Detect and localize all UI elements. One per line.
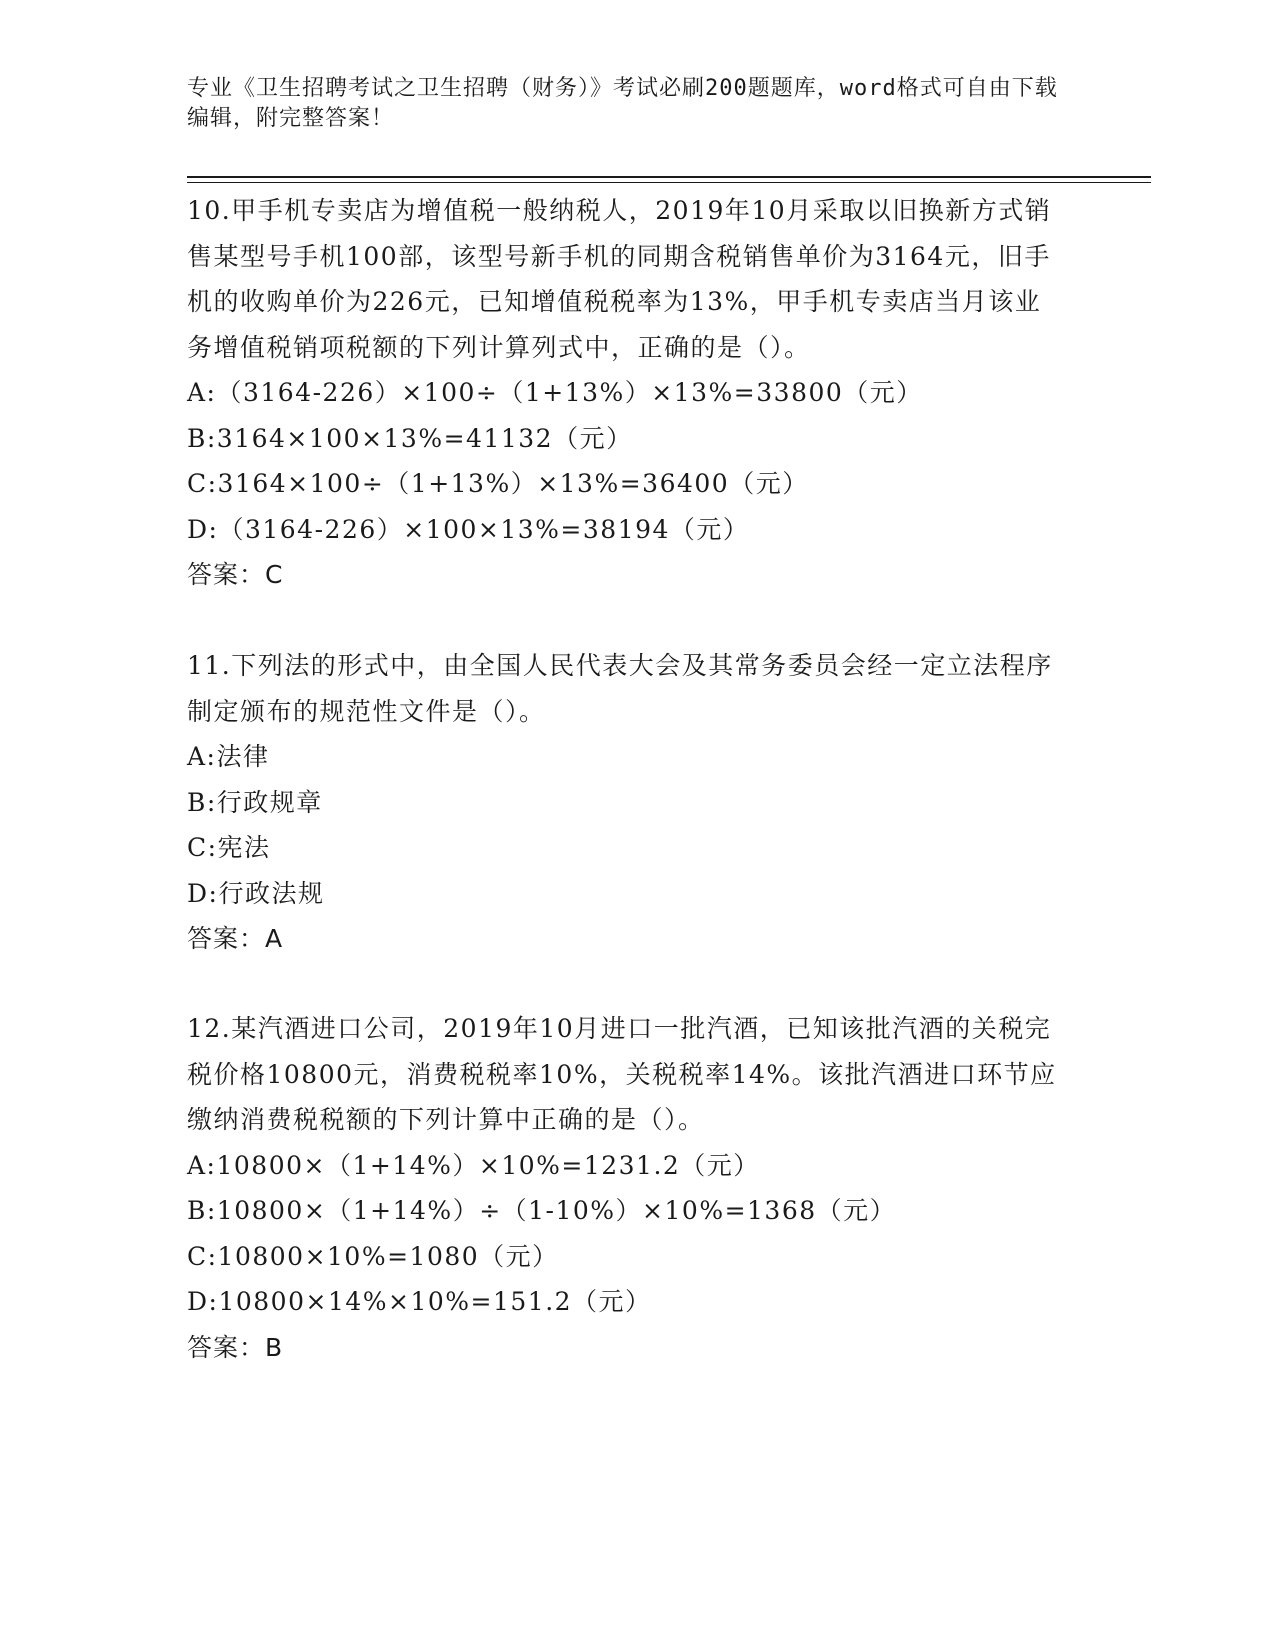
document-header: 专业《卫生招聘考试之卫生招聘（财务）》考试必刷200题题库，word格式可自由下载编辑，附完整答案！ <box>187 76 1058 131</box>
header-divider-thick <box>187 176 1151 178</box>
option-b: B:行政规章 <box>187 787 323 817</box>
question-10 <box>187 188 1087 598</box>
option-d: D:10800×14%×10%=151.2（元） <box>187 1287 652 1316</box>
question-12 <box>187 1006 1087 1370</box>
header-divider-thin <box>187 182 1151 183</box>
question-stem: 11.下列法的形式中，由全国人民代表大会及其常务委员会经一定立法程序制定颁布的规范性文件是（）。 <box>187 651 1053 726</box>
answer-label: 答案：A <box>187 924 284 953</box>
question-11 <box>187 643 1087 962</box>
option-a: A:（3164-226）×100÷（1+13%）×13%=33800（元） <box>187 378 923 407</box>
option-d: D:（3164-226）×100×13%=38194（元） <box>187 514 750 544</box>
option-c: C:3164×100÷（1+13%）×13%=36400（元） <box>187 469 809 498</box>
option-a: A:10800×（1+14%）×10%=1231.2（元） <box>187 1150 760 1180</box>
question-stem: 10.甲手机专卖店为增值税一般纳税人，2019年10月采取以旧换新方式销售某型号手机100部，该型号新手机的同期含税销售单价为3164元，旧手机的收购单价为226元，已知增值税税率为13%，甲手机专卖店当月该业务增值税销项税额的下列计算列式中，正确的是（）。 <box>187 196 1052 362</box>
answer-label: 答案：C <box>187 560 284 589</box>
question-stem: 12.某汽酒进口公司，2019年10月进口一批汽酒，已知该批汽酒的关税完税价格10800元，消费税税率10%，关税税率14%。该批汽酒进口环节应缴纳消费税税额的下列计算中正确的是（）。 <box>187 1014 1057 1134</box>
option-d: D:行政法规 <box>187 878 325 908</box>
option-b: B:3164×100×13%=41132（元） <box>187 423 633 453</box>
option-c: C:10800×10%=1080（元） <box>187 1241 559 1271</box>
answer-label: 答案：B <box>187 1332 284 1362</box>
option-a: A:法律 <box>187 742 270 771</box>
option-b: B:10800×（1+14%）÷（1-10%）×10%=1368（元） <box>187 1196 897 1225</box>
option-c: C:宪法 <box>187 833 271 862</box>
